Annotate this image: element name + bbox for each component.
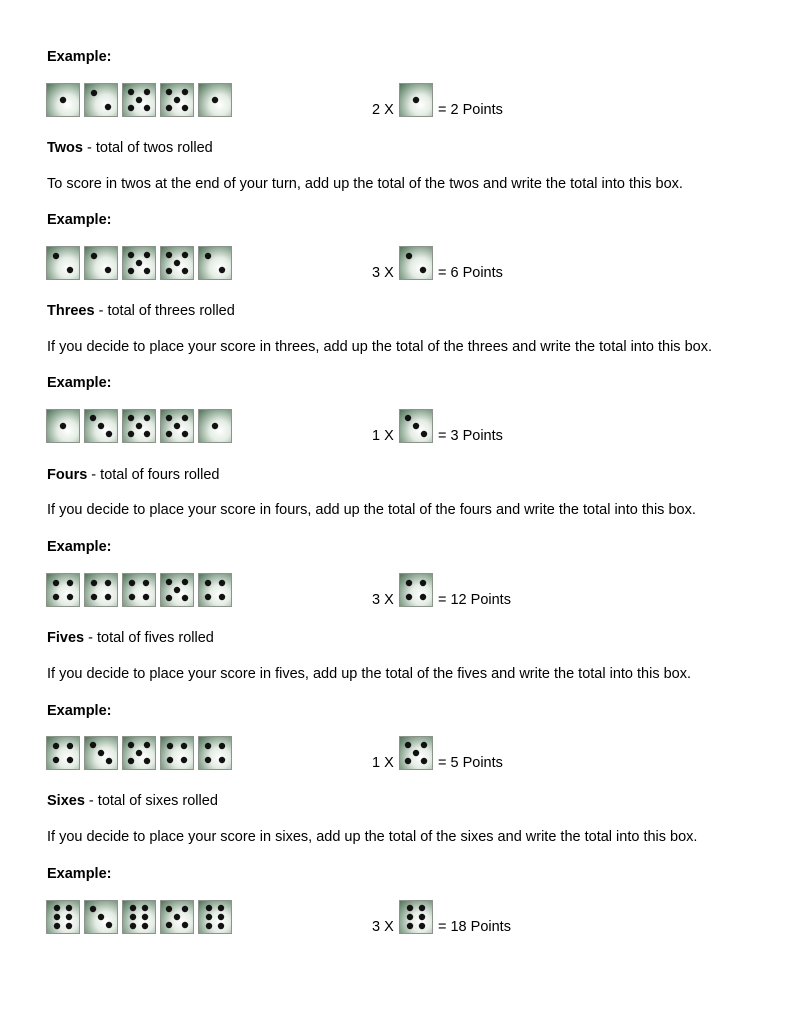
die-pip — [182, 431, 188, 437]
die-icon — [46, 900, 80, 934]
section-heading-fives — [47, 629, 214, 647]
die-pip — [136, 260, 142, 266]
die-face-2 — [199, 247, 231, 279]
die-face-1 — [199, 84, 231, 116]
section-title: Threes — [47, 303, 95, 319]
die-pip — [182, 105, 188, 111]
die-icon — [46, 736, 80, 770]
die-face-3 — [85, 410, 117, 442]
die-face-5 — [123, 737, 155, 769]
die-pip — [407, 923, 413, 929]
die-face-4 — [85, 574, 117, 606]
points-result: = 6 Points — [438, 265, 503, 281]
die-pip — [205, 743, 211, 749]
die-face-4 — [199, 574, 231, 606]
die-pip — [166, 906, 172, 912]
die-pip — [182, 89, 188, 95]
die-icon — [84, 83, 118, 117]
die-pip — [105, 104, 111, 110]
die-pip — [98, 423, 104, 429]
die-face-2 — [400, 247, 432, 279]
die-pip — [128, 758, 134, 764]
die-icon — [84, 409, 118, 443]
die-pip — [218, 914, 224, 920]
die-icon — [84, 900, 118, 934]
die-pip — [205, 757, 211, 763]
die-pip — [67, 580, 73, 586]
example-label: Example: — [47, 375, 112, 391]
die-icon — [399, 736, 433, 770]
die-pip — [53, 253, 59, 259]
multiplier: 3 X — [372, 592, 394, 608]
die-pip — [128, 742, 134, 748]
die-pip — [136, 750, 142, 756]
die-pip — [205, 580, 211, 586]
multiplier: 2 X — [372, 102, 394, 118]
die-pip — [53, 757, 59, 763]
die-icon — [160, 246, 194, 280]
die-pip — [206, 914, 212, 920]
die-face-6 — [47, 901, 79, 933]
section-description: If you decide to place your score in threes, add up the total of the threes and write the total into this box. — [47, 339, 712, 355]
die-icon — [160, 736, 194, 770]
die-pip — [128, 105, 134, 111]
die-pip — [66, 914, 72, 920]
die-pip — [66, 923, 72, 929]
die-pip — [413, 423, 419, 429]
example-label: Example: — [47, 703, 112, 719]
die-pip — [53, 743, 59, 749]
die-pip — [218, 923, 224, 929]
die-pip — [413, 750, 419, 756]
die-pip — [91, 90, 97, 96]
die-icon — [46, 246, 80, 280]
section-subtitle: - total of twos rolled — [82, 140, 213, 156]
die-pip — [205, 594, 211, 600]
die-pip — [182, 252, 188, 258]
section-description: If you decide to place your score in sixes, add up the total of the sixes and write the total into this box. — [47, 829, 698, 845]
section-heading-twos — [47, 139, 213, 157]
die-pip — [106, 758, 112, 764]
die-face-1 — [47, 410, 79, 442]
die-pip — [142, 914, 148, 920]
example-label: Example: — [47, 49, 112, 65]
points-result: = 5 Points — [438, 755, 503, 771]
die-pip — [182, 922, 188, 928]
die-icon — [84, 573, 118, 607]
die-pip — [129, 580, 135, 586]
die-pip — [421, 758, 427, 764]
die-pip — [98, 750, 104, 756]
die-icon — [399, 573, 433, 607]
die-pip — [219, 757, 225, 763]
section-description: To score in twos at the end of your turn, add up the total of the twos and write the total into this box. — [47, 176, 683, 192]
die-pip — [405, 415, 411, 421]
die-pip — [421, 742, 427, 748]
die-pip — [105, 267, 111, 273]
die-icon — [198, 573, 232, 607]
die-pip — [407, 914, 413, 920]
die-face-5 — [161, 410, 193, 442]
die-pip — [144, 415, 150, 421]
die-face-5 — [161, 247, 193, 279]
section-title: Fours — [47, 467, 88, 483]
points-result: = 2 Points — [438, 102, 503, 118]
die-pip — [67, 757, 73, 763]
die-pip — [128, 252, 134, 258]
die-pip — [143, 580, 149, 586]
die-pip — [219, 743, 225, 749]
multiplier: 1 X — [372, 755, 394, 771]
example-label: Example: — [47, 866, 112, 882]
die-pip — [174, 423, 180, 429]
die-pip — [219, 580, 225, 586]
die-pip — [142, 905, 148, 911]
die-face-2 — [47, 247, 79, 279]
die-pip — [144, 252, 150, 258]
die-icon — [46, 83, 80, 117]
section-heading-threes — [47, 302, 235, 320]
die-pip — [182, 415, 188, 421]
die-pip — [90, 742, 96, 748]
die-icon — [122, 900, 156, 934]
die-pip — [128, 268, 134, 274]
die-icon — [399, 246, 433, 280]
die-pip — [406, 580, 412, 586]
die-face-5 — [161, 901, 193, 933]
die-icon — [399, 409, 433, 443]
die-pip — [130, 923, 136, 929]
die-pip — [166, 268, 172, 274]
die-pip — [144, 268, 150, 274]
die-pip — [406, 253, 412, 259]
die-pip — [181, 743, 187, 749]
die-icon — [122, 573, 156, 607]
die-face-5 — [161, 574, 193, 606]
die-pip — [128, 89, 134, 95]
die-pip — [128, 431, 134, 437]
die-pip — [166, 579, 172, 585]
die-face-4 — [47, 737, 79, 769]
die-pip — [182, 595, 188, 601]
die-pip — [90, 906, 96, 912]
die-pip — [174, 97, 180, 103]
die-pip — [144, 758, 150, 764]
die-pip — [143, 594, 149, 600]
die-pip — [182, 268, 188, 274]
section-heading-fours — [47, 466, 219, 484]
die-pip — [136, 97, 142, 103]
die-pip — [407, 905, 413, 911]
section-title: Twos — [47, 140, 83, 156]
die-pip — [130, 914, 136, 920]
die-pip — [419, 905, 425, 911]
die-pip — [405, 742, 411, 748]
die-pip — [182, 579, 188, 585]
die-face-5 — [123, 410, 155, 442]
die-pip — [419, 914, 425, 920]
die-face-5 — [161, 84, 193, 116]
die-pip — [67, 594, 73, 600]
die-pip — [406, 594, 412, 600]
die-pip — [166, 431, 172, 437]
die-icon — [122, 246, 156, 280]
section-subtitle: - total of fives rolled — [84, 630, 214, 646]
die-face-6 — [199, 901, 231, 933]
die-pip — [205, 253, 211, 259]
section-subtitle: - total of sixes rolled — [84, 793, 218, 809]
die-pip — [166, 595, 172, 601]
die-icon — [160, 573, 194, 607]
section-heading-sixes — [47, 792, 218, 810]
die-pip — [144, 431, 150, 437]
die-pip — [60, 97, 66, 103]
section-subtitle: - total of fours rolled — [87, 467, 220, 483]
die-face-5 — [123, 247, 155, 279]
die-pip — [181, 757, 187, 763]
die-face-2 — [85, 247, 117, 279]
die-pip — [166, 105, 172, 111]
die-icon — [399, 83, 433, 117]
die-pip — [144, 742, 150, 748]
die-icon — [122, 409, 156, 443]
die-icon — [122, 83, 156, 117]
section-description: If you decide to place your score in fours, add up the total of the fours and write the total into this box. — [47, 502, 696, 518]
die-icon — [84, 246, 118, 280]
die-pip — [413, 97, 419, 103]
section-subtitle: - total of threes rolled — [94, 303, 235, 319]
die-pip — [130, 905, 136, 911]
die-pip — [66, 905, 72, 911]
die-pip — [128, 415, 134, 421]
die-face-6 — [123, 901, 155, 933]
die-icon — [84, 736, 118, 770]
die-pip — [420, 267, 426, 273]
die-pip — [174, 914, 180, 920]
die-pip — [54, 914, 60, 920]
die-pip — [219, 594, 225, 600]
section-title: Fives — [47, 630, 85, 646]
die-pip — [174, 260, 180, 266]
die-face-4 — [400, 574, 432, 606]
points-result: = 12 Points — [438, 592, 511, 608]
points-result: = 18 Points — [438, 919, 511, 935]
die-pip — [53, 580, 59, 586]
die-pip — [206, 905, 212, 911]
die-pip — [144, 105, 150, 111]
die-face-6 — [400, 901, 432, 933]
die-pip — [166, 89, 172, 95]
die-icon — [198, 83, 232, 117]
die-pip — [206, 923, 212, 929]
die-face-5 — [123, 84, 155, 116]
die-pip — [166, 252, 172, 258]
die-face-4 — [161, 737, 193, 769]
die-pip — [167, 743, 173, 749]
die-pip — [174, 587, 180, 593]
die-pip — [98, 914, 104, 920]
section-title: Sixes — [47, 793, 85, 809]
die-face-1 — [199, 410, 231, 442]
die-pip — [166, 415, 172, 421]
die-icon — [160, 83, 194, 117]
die-face-4 — [123, 574, 155, 606]
die-face-2 — [85, 84, 117, 116]
die-pip — [182, 906, 188, 912]
example-label: Example: — [47, 212, 112, 228]
die-pip — [91, 253, 97, 259]
example-label: Example: — [47, 539, 112, 555]
die-pip — [60, 423, 66, 429]
die-face-3 — [85, 901, 117, 933]
die-pip — [212, 97, 218, 103]
multiplier: 3 X — [372, 265, 394, 281]
die-icon — [122, 736, 156, 770]
die-pip — [106, 431, 112, 437]
die-face-1 — [47, 84, 79, 116]
die-pip — [54, 905, 60, 911]
die-pip — [142, 923, 148, 929]
die-pip — [218, 905, 224, 911]
die-icon — [399, 900, 433, 934]
die-pip — [167, 757, 173, 763]
points-result: = 3 Points — [438, 428, 503, 444]
die-face-4 — [47, 574, 79, 606]
die-pip — [212, 423, 218, 429]
die-pip — [420, 594, 426, 600]
die-icon — [198, 246, 232, 280]
die-icon — [160, 409, 194, 443]
die-pip — [91, 580, 97, 586]
die-pip — [421, 431, 427, 437]
die-pip — [106, 922, 112, 928]
die-pip — [405, 758, 411, 764]
die-pip — [136, 423, 142, 429]
die-pip — [144, 89, 150, 95]
die-icon — [198, 736, 232, 770]
multiplier: 1 X — [372, 428, 394, 444]
section-description: If you decide to place your score in fives, add up the total of the fives and write the total into this box. — [47, 666, 692, 682]
die-pip — [129, 594, 135, 600]
die-pip — [105, 594, 111, 600]
die-pip — [91, 594, 97, 600]
die-face-3 — [85, 737, 117, 769]
die-pip — [420, 580, 426, 586]
die-face-1 — [400, 84, 432, 116]
die-pip — [54, 923, 60, 929]
die-pip — [67, 743, 73, 749]
die-icon — [46, 573, 80, 607]
die-icon — [46, 409, 80, 443]
die-pip — [166, 922, 172, 928]
die-face-3 — [400, 410, 432, 442]
die-icon — [198, 409, 232, 443]
die-face-4 — [199, 737, 231, 769]
die-pip — [90, 415, 96, 421]
die-pip — [53, 594, 59, 600]
die-icon — [160, 900, 194, 934]
die-icon — [198, 900, 232, 934]
die-face-5 — [400, 737, 432, 769]
die-pip — [105, 580, 111, 586]
die-pip — [219, 267, 225, 273]
die-pip — [419, 923, 425, 929]
multiplier: 3 X — [372, 919, 394, 935]
die-pip — [67, 267, 73, 273]
